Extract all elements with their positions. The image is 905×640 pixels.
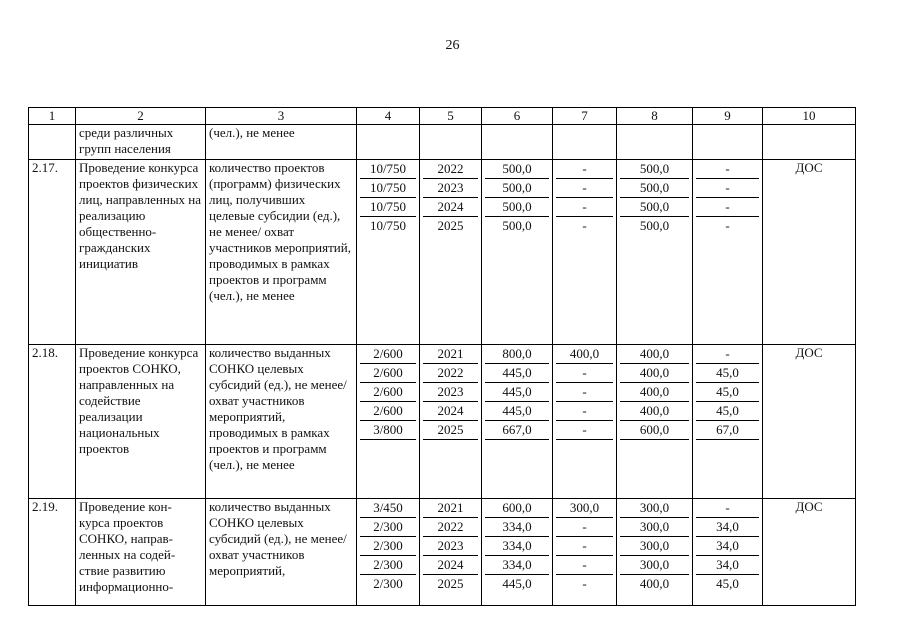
col7-cell (553, 499, 617, 606)
value-cell: 2/300 (360, 556, 416, 575)
col6-cell (482, 160, 553, 345)
value-cell: 2025 (423, 421, 478, 440)
header-cell: 8 (617, 108, 693, 125)
value-cell: 300,0 (556, 499, 613, 518)
value-cell: 3/800 (360, 421, 416, 440)
value-cell: 300,0 (620, 556, 689, 575)
value-cell: 45,0 (696, 364, 759, 383)
value-cell: 10/750 (360, 160, 416, 179)
col9-values (696, 345, 759, 440)
value-cell: 300,0 (620, 518, 689, 537)
value-cell: 2/600 (360, 383, 416, 402)
value-cell: 2025 (437, 576, 464, 591)
col5-values (423, 160, 478, 235)
value-cell: 45,0 (696, 383, 759, 402)
table-row (29, 499, 856, 606)
value-cell: 300,0 (620, 499, 689, 518)
value-cell: 10/750 (360, 198, 416, 217)
value-cell: 3/450 (360, 499, 416, 518)
col4-cell (357, 160, 420, 345)
col8-values (620, 160, 689, 235)
col9-cell (693, 499, 763, 606)
col7-values (556, 345, 613, 440)
value-cell: 2/600 (360, 345, 416, 364)
value-cell: 2024 (423, 556, 478, 575)
col8-cell (617, 345, 693, 499)
responsible-cell: ДОС (763, 499, 856, 606)
col4-cell (357, 345, 420, 499)
value-cell: 400,0 (639, 576, 670, 591)
value-cell: 445,0 (502, 576, 532, 591)
value-cell: 2/600 (360, 402, 416, 421)
value-cell: 45,0 (696, 402, 759, 421)
value-cell: - (696, 499, 759, 518)
value-cell: 400,0 (556, 345, 613, 364)
header-cell: 3 (206, 108, 357, 125)
value-cell: - (556, 556, 613, 575)
col7-cell (553, 345, 617, 499)
row-indicator: количество проектов (программ) физических лиц, получивших целевые субсидии (ед.), не менее/ охват участников мероприятий, проводимых в рамках проектов и программ (чел.), не менее (206, 160, 357, 345)
value-cell: 34,0 (696, 518, 759, 537)
value-cell: 600,0 (485, 499, 549, 518)
col6-cell (482, 345, 553, 499)
col7-values (556, 160, 613, 235)
value-cell: 2/300 (373, 576, 403, 591)
value-cell: - (556, 383, 613, 402)
col5-cell (420, 499, 482, 606)
header-cell: 1 (29, 108, 76, 125)
value-cell: 500,0 (502, 218, 532, 233)
value-cell: 334,0 (485, 556, 549, 575)
row-indicator: количество выданных СОНКО целевых субсидий (ед.), не менее/ охват участников мероприятий, (206, 499, 357, 606)
header-cell: 5 (420, 108, 482, 125)
page-number: 26 (445, 38, 460, 53)
value-cell: 2/300 (360, 518, 416, 537)
value-cell: 445,0 (485, 383, 549, 402)
empty-cell (29, 125, 76, 160)
col5-values (423, 345, 478, 440)
table-row (29, 160, 856, 345)
value-cell: - (556, 421, 613, 440)
value-cell: 334,0 (485, 518, 549, 537)
value-cell: - (696, 160, 759, 179)
continuation-name: среди различных групп населения (76, 125, 206, 160)
header-cell: 10 (763, 108, 856, 125)
value-cell: 400,0 (620, 364, 689, 383)
value-cell: - (556, 364, 613, 383)
value-cell: 2/300 (360, 537, 416, 556)
row-number: 2.19. (29, 499, 76, 606)
value-cell: - (556, 198, 613, 217)
header-row (29, 108, 856, 125)
col5-values (423, 499, 478, 593)
col7-cell (553, 160, 617, 345)
value-cell: 2023 (423, 383, 478, 402)
continuation-indicator: (чел.), не менее (206, 125, 357, 160)
value-cell: - (582, 218, 587, 233)
value-cell: 2025 (437, 218, 464, 233)
continuation-row (29, 125, 856, 160)
table-row (29, 345, 856, 499)
row-name: Проведение кон-курса проектов СОНКО, направ-ленных на содей-ствие развитию информационно- (76, 499, 206, 606)
value-cell: - (556, 402, 613, 421)
program-table (28, 107, 856, 606)
row-indicator: количество выданных СОНКО целевых субсидий (ед.), не менее/ охват участников мероприятий, проводимых в рамках проектов и программ (чел.), не менее (206, 345, 357, 499)
value-cell: 2021 (423, 345, 478, 364)
col9-values (696, 160, 759, 235)
value-cell: 2022 (423, 364, 478, 383)
value-cell: 2022 (423, 160, 478, 179)
col6-values (485, 160, 549, 235)
value-cell: 500,0 (485, 198, 549, 217)
value-cell: 2021 (423, 499, 478, 518)
col4-cell (357, 499, 420, 606)
table-body (29, 108, 856, 606)
col6-values (485, 345, 549, 440)
header-cell: 2 (76, 108, 206, 125)
value-cell: 400,0 (620, 383, 689, 402)
value-cell: - (556, 518, 613, 537)
value-cell: 600,0 (620, 421, 689, 440)
value-cell: 400,0 (620, 402, 689, 421)
row-name: Проведение конкурса проектов физических лиц, направленных на реализацию общественно-гражданских инициатив (76, 160, 206, 345)
col5-cell (420, 345, 482, 499)
value-cell: 300,0 (620, 537, 689, 556)
col5-cell (420, 160, 482, 345)
value-cell: - (696, 198, 759, 217)
value-cell: 500,0 (639, 218, 670, 233)
value-cell: 45,0 (716, 576, 739, 591)
value-cell: 667,0 (485, 421, 549, 440)
value-cell: 500,0 (620, 160, 689, 179)
row-number: 2.17. (29, 160, 76, 345)
col8-cell (617, 499, 693, 606)
col9-cell (693, 160, 763, 345)
value-cell: 67,0 (696, 421, 759, 440)
value-cell: 2022 (423, 518, 478, 537)
value-cell: - (556, 537, 613, 556)
col9-values (696, 499, 759, 593)
col9-cell (693, 345, 763, 499)
value-cell: 2024 (423, 402, 478, 421)
col6-cell (482, 499, 553, 606)
value-cell: 2023 (423, 179, 478, 198)
row-number: 2.18. (29, 345, 76, 499)
col4-values (360, 345, 416, 440)
value-cell: 800,0 (485, 345, 549, 364)
responsible-cell: ДОС (763, 345, 856, 499)
value-cell: - (556, 179, 613, 198)
value-cell: 500,0 (485, 179, 549, 198)
value-cell: 500,0 (620, 179, 689, 198)
value-cell: 34,0 (696, 537, 759, 556)
responsible-cell: ДОС (763, 160, 856, 345)
value-cell: 445,0 (485, 364, 549, 383)
value-cell: 500,0 (485, 160, 549, 179)
value-cell: 2023 (423, 537, 478, 556)
value-cell: 10/750 (369, 218, 407, 233)
col7-values (556, 499, 613, 593)
value-cell: 34,0 (696, 556, 759, 575)
value-cell: - (582, 576, 587, 591)
row-name: Проведение конкурса проектов СОНКО, направленных на содействие реализации национальных проектов (76, 345, 206, 499)
col8-values (620, 499, 689, 593)
header-cell: 4 (357, 108, 420, 125)
value-cell: - (696, 345, 759, 364)
value-cell: 400,0 (620, 345, 689, 364)
value-cell: 500,0 (620, 198, 689, 217)
value-cell: 2024 (423, 198, 478, 217)
header-cell: 9 (693, 108, 763, 125)
value-cell: - (556, 160, 613, 179)
value-cell: 445,0 (485, 402, 549, 421)
value-cell: - (725, 218, 730, 233)
value-cell: 2/600 (360, 364, 416, 383)
col4-values (360, 160, 416, 235)
header-cell: 7 (553, 108, 617, 125)
header-cell: 6 (482, 108, 553, 125)
value-cell: - (696, 179, 759, 198)
col8-values (620, 345, 689, 440)
value-cell: 334,0 (485, 537, 549, 556)
value-cell: 10/750 (360, 179, 416, 198)
col8-cell (617, 160, 693, 345)
col6-values (485, 499, 549, 593)
col4-values (360, 499, 416, 593)
